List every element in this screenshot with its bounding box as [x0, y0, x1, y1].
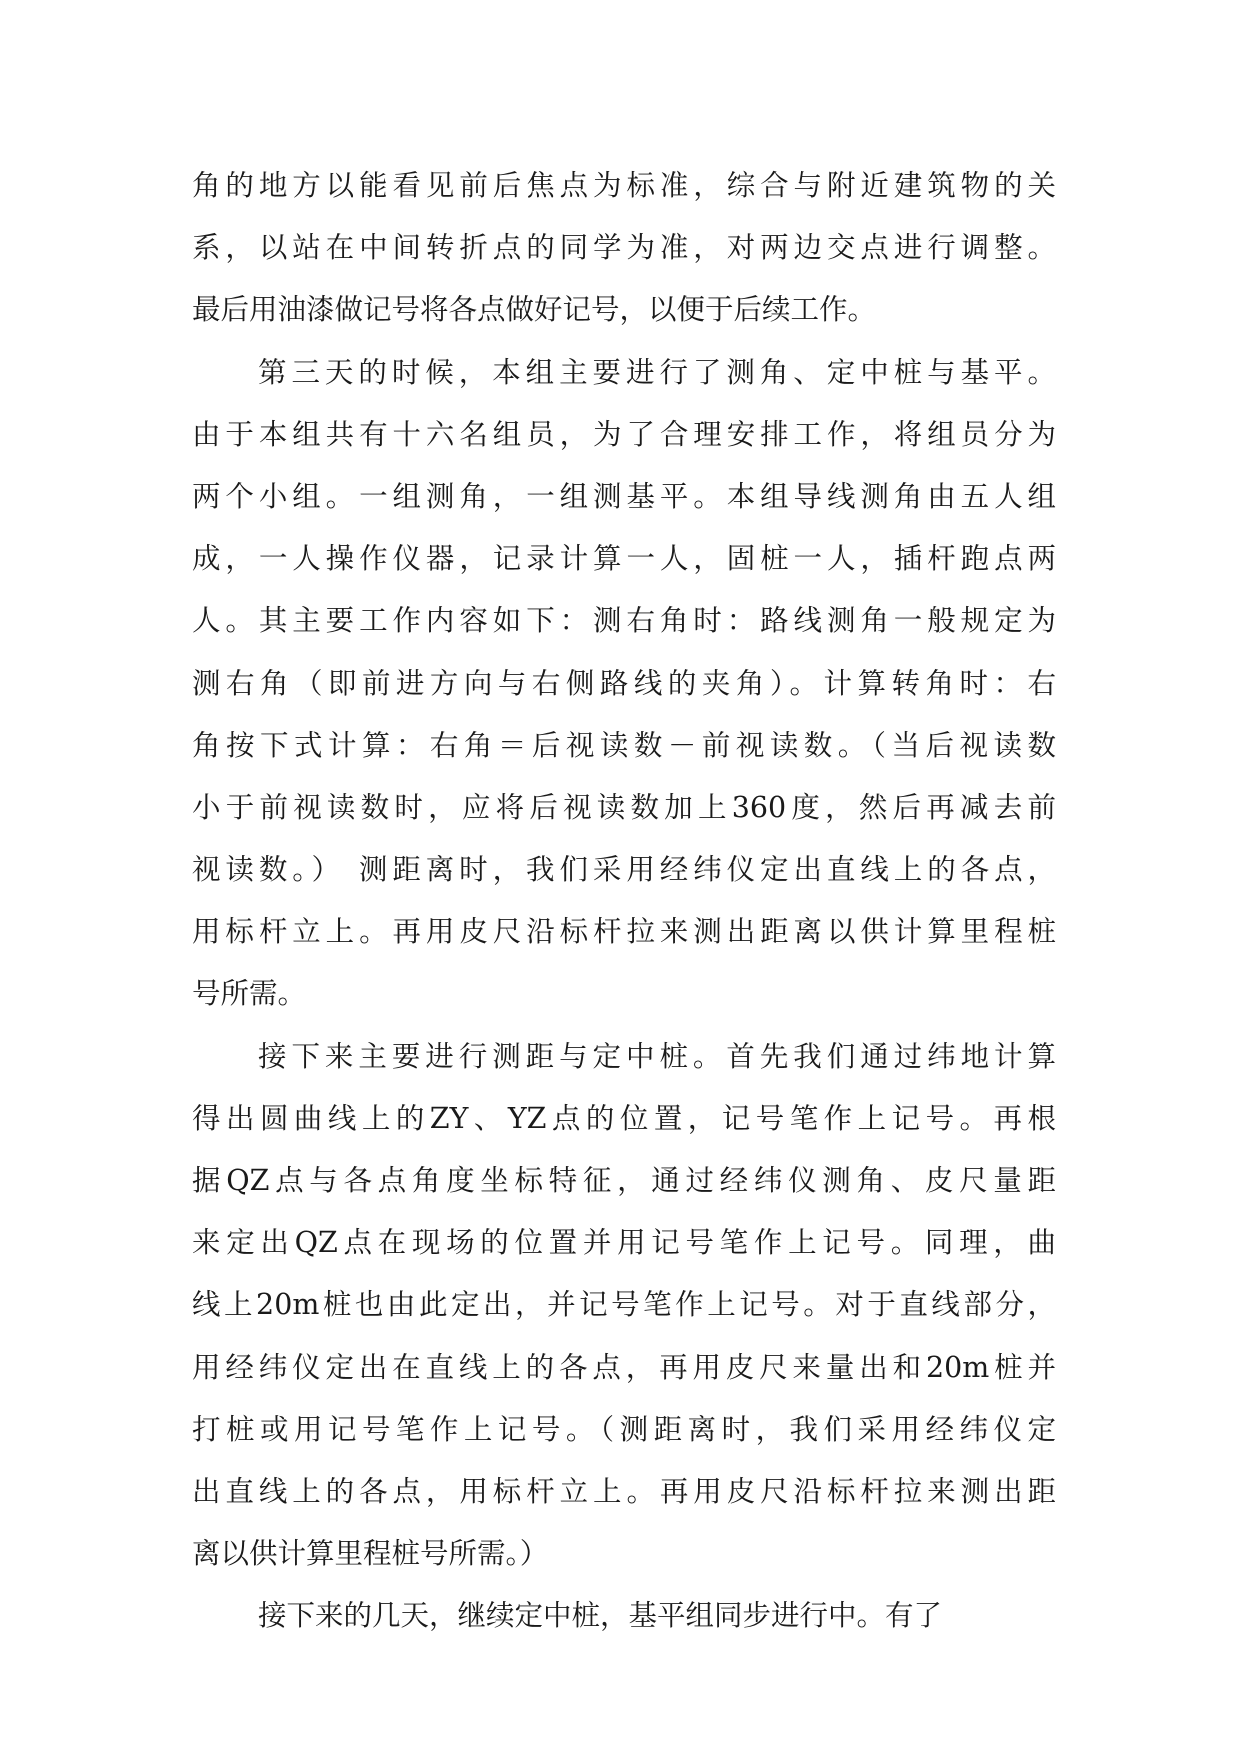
text-line: 接下来主要进行测距与定中桩。首先我们通过纬地计算 — [258, 1039, 1056, 1073]
text-line: 两个小组。一组测角，一组测基平。本组导线测角由五人组 — [192, 479, 1056, 513]
text-line: 角按下式计算：右角＝后视读数－前视读数。（当后视读数 — [192, 728, 1056, 762]
text-line: 接下来的几天，继续定中桩，基平组同步进行中。有了 — [258, 1599, 943, 1633]
text-line: 最后用油漆做记号将各点做好记号，以便于后续工作。 — [192, 293, 877, 327]
text-line: 由于本组共有十六名组员，为了合理安排工作，将组员分为 — [192, 417, 1056, 451]
text-line: 来定出QZ点在现场的位置并用记号笔作上记号。同理，曲 — [192, 1226, 1056, 1260]
paragraph-3 — [192, 1026, 1056, 1586]
text-line: 号所需。 — [192, 977, 307, 1011]
text-line: 视读数。） 测距离时，我们采用经纬仪定出直线上的各点， — [192, 853, 1056, 887]
document-page — [192, 155, 1056, 1648]
text-line: 用标杆立上。再用皮尺沿标杆拉来测出距离以供计算里程桩 — [192, 915, 1056, 949]
text-line: 据QZ点与各点角度坐标特征，通过经纬仪测角、皮尺量距 — [192, 1164, 1056, 1197]
text-line: 小于前视读数时，应将后视读数加上360度，然后再减去前 — [192, 790, 1056, 824]
paragraph-1 — [192, 155, 1056, 342]
text-line: 人。其主要工作内容如下：测右角时：路线测角一般规定为 — [192, 604, 1056, 638]
text-line: 出直线上的各点，用标杆立上。再用皮尺沿标杆拉来测出距 — [192, 1474, 1056, 1508]
text-line: 用经纬仪定出在直线上的各点，再用皮尺来量出和20m桩并 — [192, 1350, 1056, 1384]
text-line: 成，一人操作仪器，记录计算一人，固桩一人，插杆跑点两 — [192, 542, 1056, 576]
text-line: 离以供计算里程桩号所需。） — [192, 1537, 549, 1571]
text-line: 系，以站在中间转折点的同学为准，对两边交点进行调整。 — [192, 231, 1056, 265]
paragraph-4 — [192, 1585, 1056, 1647]
text-line: 角的地方以能看见前后焦点为标准，综合与附近建筑物的关 — [192, 169, 1056, 202]
text-line: 第三天的时候，本组主要进行了测角、定中桩与基平。 — [258, 355, 1056, 389]
text-line: 得出圆曲线上的ZY、YZ点的位置，记号笔作上记号。再根 — [192, 1101, 1056, 1135]
text-line: 测右角（即前进方向与右侧路线的夹角）。计算转角时：右 — [192, 666, 1056, 700]
text-line: 打桩或用记号笔作上记号。（测距离时，我们采用经纬仪定 — [192, 1412, 1056, 1446]
text-line: 线上20m桩也由此定出，并记号笔作上记号。对于直线部分， — [192, 1288, 1056, 1322]
paragraph-2 — [192, 342, 1056, 1026]
